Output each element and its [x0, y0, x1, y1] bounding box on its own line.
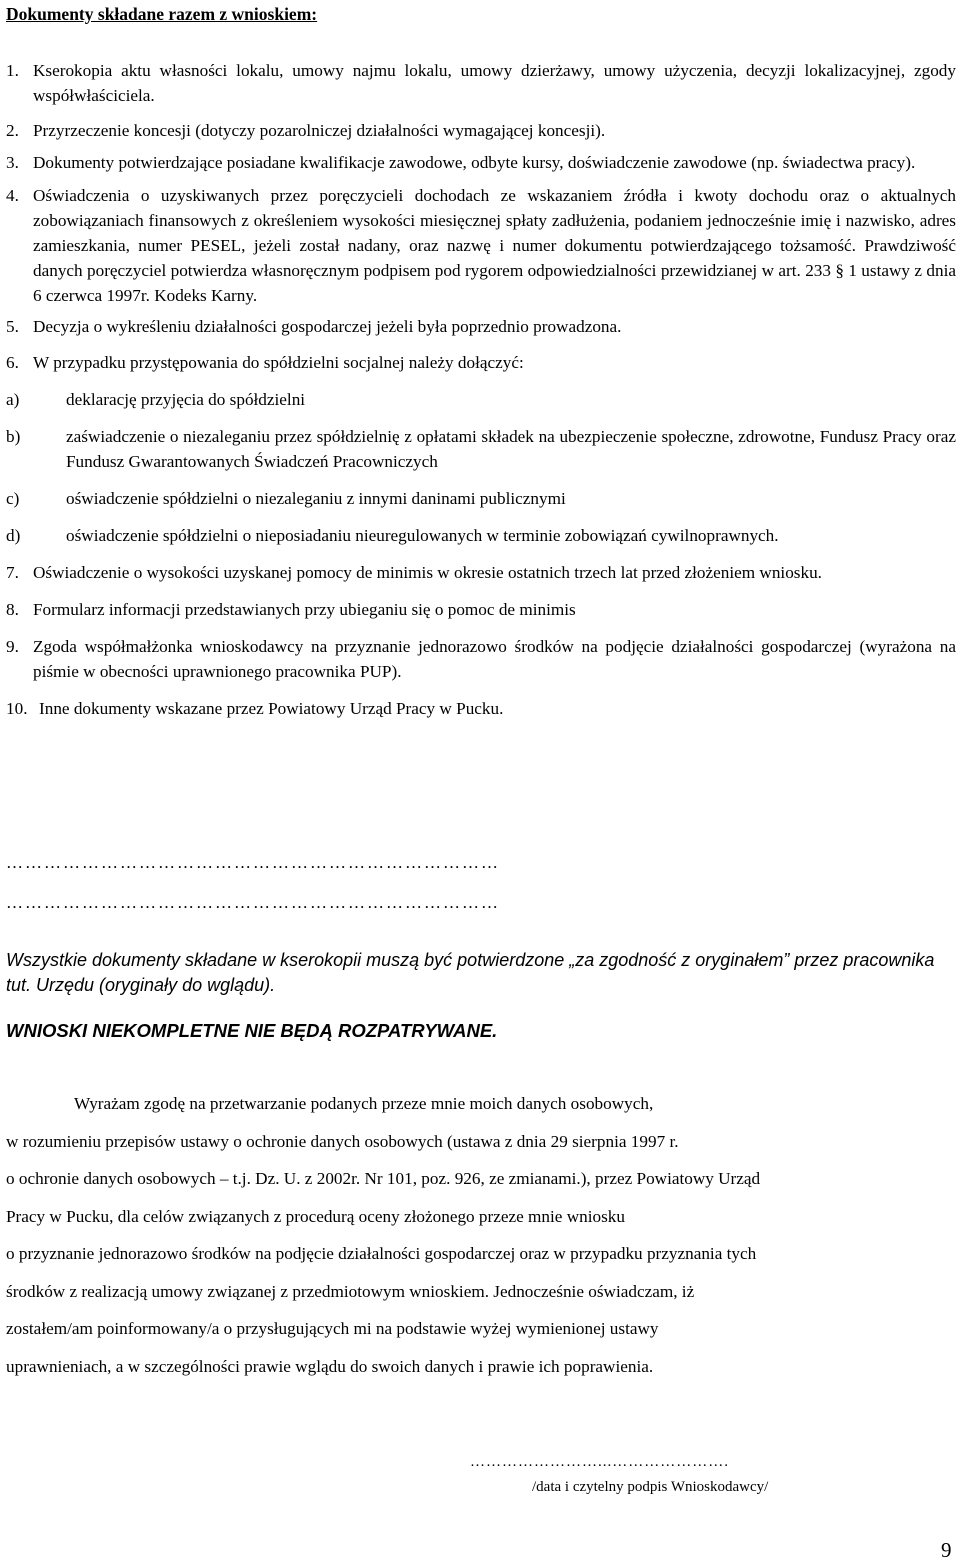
list-item	[6, 58, 956, 108]
item-text: Formularz informacji przedstawianych przy ubieganiu się o pomoc de minimis	[33, 600, 576, 619]
item-text: Dokumenty potwierdzające posiadane kwalifikacje zawodowe, odbyte kursy, doświadczenie zawodowe (np. świadectwa pracy).	[33, 153, 916, 172]
list-item	[6, 314, 956, 339]
item-number: 8.	[6, 600, 19, 619]
list-item	[6, 696, 956, 721]
sub-item-text: deklarację przyjęcia do spółdzielni	[66, 390, 306, 409]
sub-item-letter: c)	[6, 489, 20, 508]
consent-line: o ochronie danych osobowych – t.j. Dz. U. z 2002r. Nr 101, poz. 926, ze zmianami.), przez Powiatowy Urząd	[6, 1169, 761, 1188]
list-item	[6, 634, 956, 684]
sub-item	[6, 523, 956, 548]
item-text: Zgoda współmałżonka wnioskodawcy na przyznanie jednorazowo środków na podjęcie działalności gospodarczej (wyrażona na piśmie w obecności uprawnionego pracownika PUP).	[33, 637, 956, 681]
list-item	[6, 350, 956, 375]
consent-line: Pracy w Pucku, dla celów związanych z procedurą oceny złożonego przeze mnie wniosku	[6, 1206, 625, 1226]
fill-in-dotted-line: ……………………………………………………………………	[6, 853, 500, 872]
item-number: 4.	[6, 186, 19, 205]
item-number: 5.	[6, 317, 19, 336]
list-item	[6, 150, 956, 175]
consent-line: w rozumieniu przepisów ustawy o ochronie danych osobowych (ustawa z dnia 29 sierpnia 1997 r.	[6, 1131, 679, 1151]
item-number: 7.	[6, 563, 19, 582]
list-item	[6, 560, 956, 585]
consent-line: Wyrażam zgodę na przetwarzanie podanych przeze mnie moich danych osobowych,	[74, 1094, 654, 1113]
sub-item	[6, 486, 956, 511]
consent-line: zostałem/am poinformowany/a o przysługujących mi na podstawie wyżej wymienionej ustawy	[6, 1319, 659, 1338]
item-text: W przypadku przystępowania do spółdzielni socjalnej należy dołączyć:	[33, 353, 524, 372]
consent-line: środków z realizacją umowy związanej z przedmiotowym wnioskiem. Jednocześnie oświadczam, iż	[6, 1281, 695, 1301]
item-text: Decyzja o wykreśleniu działalności gospodarczej jeżeli była poprzednio prowadzona.	[33, 317, 622, 336]
item-number: 1.	[6, 61, 19, 80]
item-text: Przyrzeczenie koncesji (dotyczy pozarolniczej działalności wymagającej koncesji).	[33, 121, 606, 140]
sub-item-text: oświadczenie spółdzielni o niezaleganiu z innymi daninami publicznymi	[66, 489, 566, 508]
item-text: Oświadczenia o uzyskiwanych przez poręczycieli dochodach ze wskazaniem źródła i kwoty dochodu oraz o aktualnych zobowiązaniach finansowych z określeniem wysokości miesięcznej spłaty zadłużenia, podaniem jednocześnie imię i nazwisko, adres zamieszkania, numer PESEL, jeżeli został nadany, oraz nazwę i numer dokumentu potwierdzającego tożsamość. Prawdziwość danych poręczyciel potwierdza własnoręcznym podpisem pod rygorem odpowiedzialności przewidzianej w art. 233 § 1 ustawy z dnia 6 czerwca 1997r. Kodeks Karny.	[33, 186, 956, 305]
consent-statement	[6, 1085, 956, 1385]
list-item	[6, 118, 956, 143]
list-item	[6, 597, 956, 622]
item-text: Inne dokumenty wskazane przez Powiatowy Urząd Pracy w Pucku.	[39, 699, 504, 718]
page-number: 9	[941, 1538, 952, 1562]
documents-list	[6, 58, 956, 721]
sub-item-text: zaświadczenie o niezaleganiu przez spółdzielnię z opłatami składek na ubezpieczenie społeczne, zdrowotne, Fundusz Pracy oraz Fundusz Gwarantowanych Świadczeń Pracowniczych	[66, 427, 956, 471]
item-text: Oświadczenie o wysokości uzyskanej pomocy de minimis w okresie ostatnich trzech lat przed złożeniem wniosku.	[33, 563, 822, 582]
item-text: Kserokopia aktu własności lokalu, umowy najmu lokalu, umowy dzierżawy, umowy użyczenia, decyzji lokalizacyjnej, zgody współwłaściciela.	[33, 61, 956, 105]
consent-line: o przyznanie jednorazowo środków na podjęcie działalności gospodarczej oraz w przypadku przyznania tych	[6, 1244, 757, 1263]
section-heading: Dokumenty składane razem z wnioskiem:	[6, 4, 318, 24]
consent-line: uprawnieniach, a w szczególności prawie wglądu do swoich danych i prawie ich poprawienia.	[6, 1356, 654, 1376]
signature-line: ……………………...………………….	[470, 1454, 729, 1470]
list-item	[6, 183, 956, 308]
item-number: 3.	[6, 153, 19, 172]
sub-item-text: oświadczenie spółdzielni o nieposiadaniu nieuregulowanych w terminie zobowiązań cywilnoprawnych.	[66, 526, 779, 545]
sub-item	[6, 424, 956, 474]
sub-item	[6, 387, 956, 412]
notice-text: Wszystkie dokumenty składane w kserokopii muszą być potwierdzone „za zgodność z oryginałem” przez pracownika tut. Urzędu (oryginały do wglądu).	[6, 950, 935, 995]
signature-caption: /data i czytelny podpis Wnioskodawcy/	[532, 1479, 769, 1495]
sub-item-letter: b)	[6, 427, 21, 446]
sub-item-letter: d)	[6, 526, 21, 545]
item-number: 10.	[6, 699, 28, 718]
item-number: 6.	[6, 353, 19, 372]
item-number: 9.	[6, 637, 19, 656]
fill-in-dotted-line: ……………………………………………………………………	[6, 893, 500, 912]
sub-item-letter: a)	[6, 390, 20, 409]
item-number: 2.	[6, 121, 19, 140]
warning-text: WNIOSKI NIEKOMPLETNE NIE BĘDĄ ROZPATRYWANE.	[6, 1020, 498, 1041]
